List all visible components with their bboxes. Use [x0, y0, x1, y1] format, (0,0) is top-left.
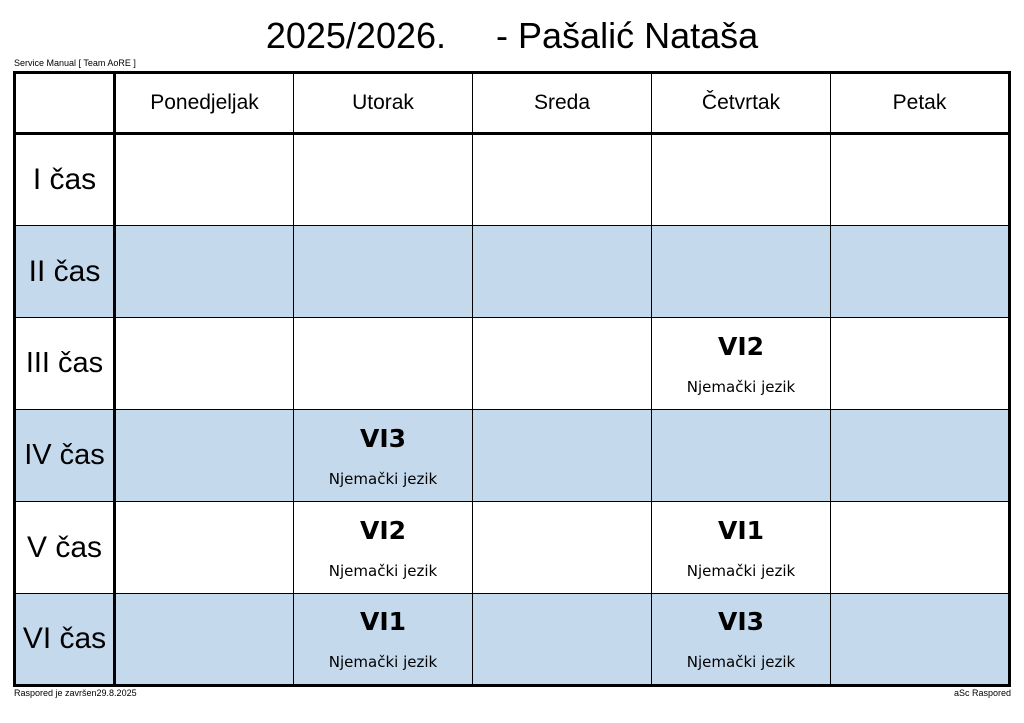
day-header-sreda: Sreda	[473, 73, 652, 134]
lesson-cell	[652, 318, 831, 410]
lesson-class: VI3	[359, 423, 407, 453]
timetable-cell	[294, 226, 473, 318]
period-row-2	[15, 226, 1010, 318]
timetable-cell	[831, 502, 1010, 594]
period-row-1	[15, 134, 1010, 226]
period-label: V čas	[15, 502, 115, 594]
timetable-cell	[831, 318, 1010, 410]
period-row-6	[15, 594, 1010, 686]
day-header-utorak: Utorak	[294, 73, 473, 134]
header-note: Service Manual [ Team AoRE ]	[14, 58, 136, 68]
lesson-subject: Njemački jezik	[328, 653, 438, 671]
lesson-cell	[294, 594, 473, 686]
timetable-cell	[473, 502, 652, 594]
lesson-class: VI3	[717, 607, 765, 636]
page-title: 2025/2026. - Pašalić Nataša	[265, 15, 759, 56]
timetable-cell	[831, 226, 1010, 318]
footer-completed-date: Raspored je završen29.8.2025	[14, 688, 137, 698]
lesson-cell	[652, 594, 831, 686]
timetable-cell	[115, 226, 294, 318]
period-row-3	[15, 318, 1010, 410]
lesson-subject: Njemački jezik	[328, 561, 438, 580]
period-label: I čas	[15, 134, 115, 226]
timetable-cell	[473, 594, 652, 686]
day-header-petak: Petak	[831, 73, 1010, 134]
corner-cell	[15, 73, 115, 134]
lesson-subject: Njemački jezik	[686, 561, 796, 580]
lesson-class: VI1	[359, 607, 407, 636]
timetable-cell	[473, 410, 652, 502]
period-label: VI čas	[15, 594, 115, 686]
day-header-row	[15, 73, 1010, 134]
timetable-cell	[652, 226, 831, 318]
timetable-cell	[652, 410, 831, 502]
day-header-ponedjeljak: Ponedjeljak	[115, 73, 294, 134]
period-row-5	[15, 502, 1010, 594]
timetable-cell	[473, 134, 652, 226]
timetable-cell	[473, 226, 652, 318]
lesson-cell	[652, 502, 831, 594]
lesson-subject: Njemački jezik	[686, 377, 796, 396]
period-label: III čas	[15, 318, 115, 410]
timetable-cell	[652, 134, 831, 226]
footer-software-name: aSc Raspored	[953, 688, 1011, 698]
timetable-cell	[831, 410, 1010, 502]
timetable-cell	[115, 318, 294, 410]
period-label: IV čas	[15, 410, 115, 502]
timetable-cell	[831, 594, 1010, 686]
day-header-cetvrtak: Četvrtak	[652, 73, 831, 134]
timetable	[13, 71, 1011, 687]
timetable-cell	[115, 594, 294, 686]
period-label: II čas	[15, 226, 115, 318]
lesson-cell	[294, 410, 473, 502]
lesson-cell	[294, 502, 473, 594]
timetable-cell	[115, 502, 294, 594]
timetable-cell	[115, 410, 294, 502]
lesson-class: VI2	[717, 331, 765, 361]
timetable-cell	[473, 318, 652, 410]
timetable-cell	[831, 134, 1010, 226]
lesson-subject: Njemački jezik	[328, 469, 438, 488]
lesson-class: VI2	[359, 515, 407, 545]
period-row-4	[15, 410, 1010, 502]
lesson-subject: Njemački jezik	[686, 653, 796, 671]
timetable-cell	[115, 134, 294, 226]
timetable-cell	[294, 134, 473, 226]
lesson-class: VI1	[717, 515, 765, 545]
timetable-cell	[294, 318, 473, 410]
